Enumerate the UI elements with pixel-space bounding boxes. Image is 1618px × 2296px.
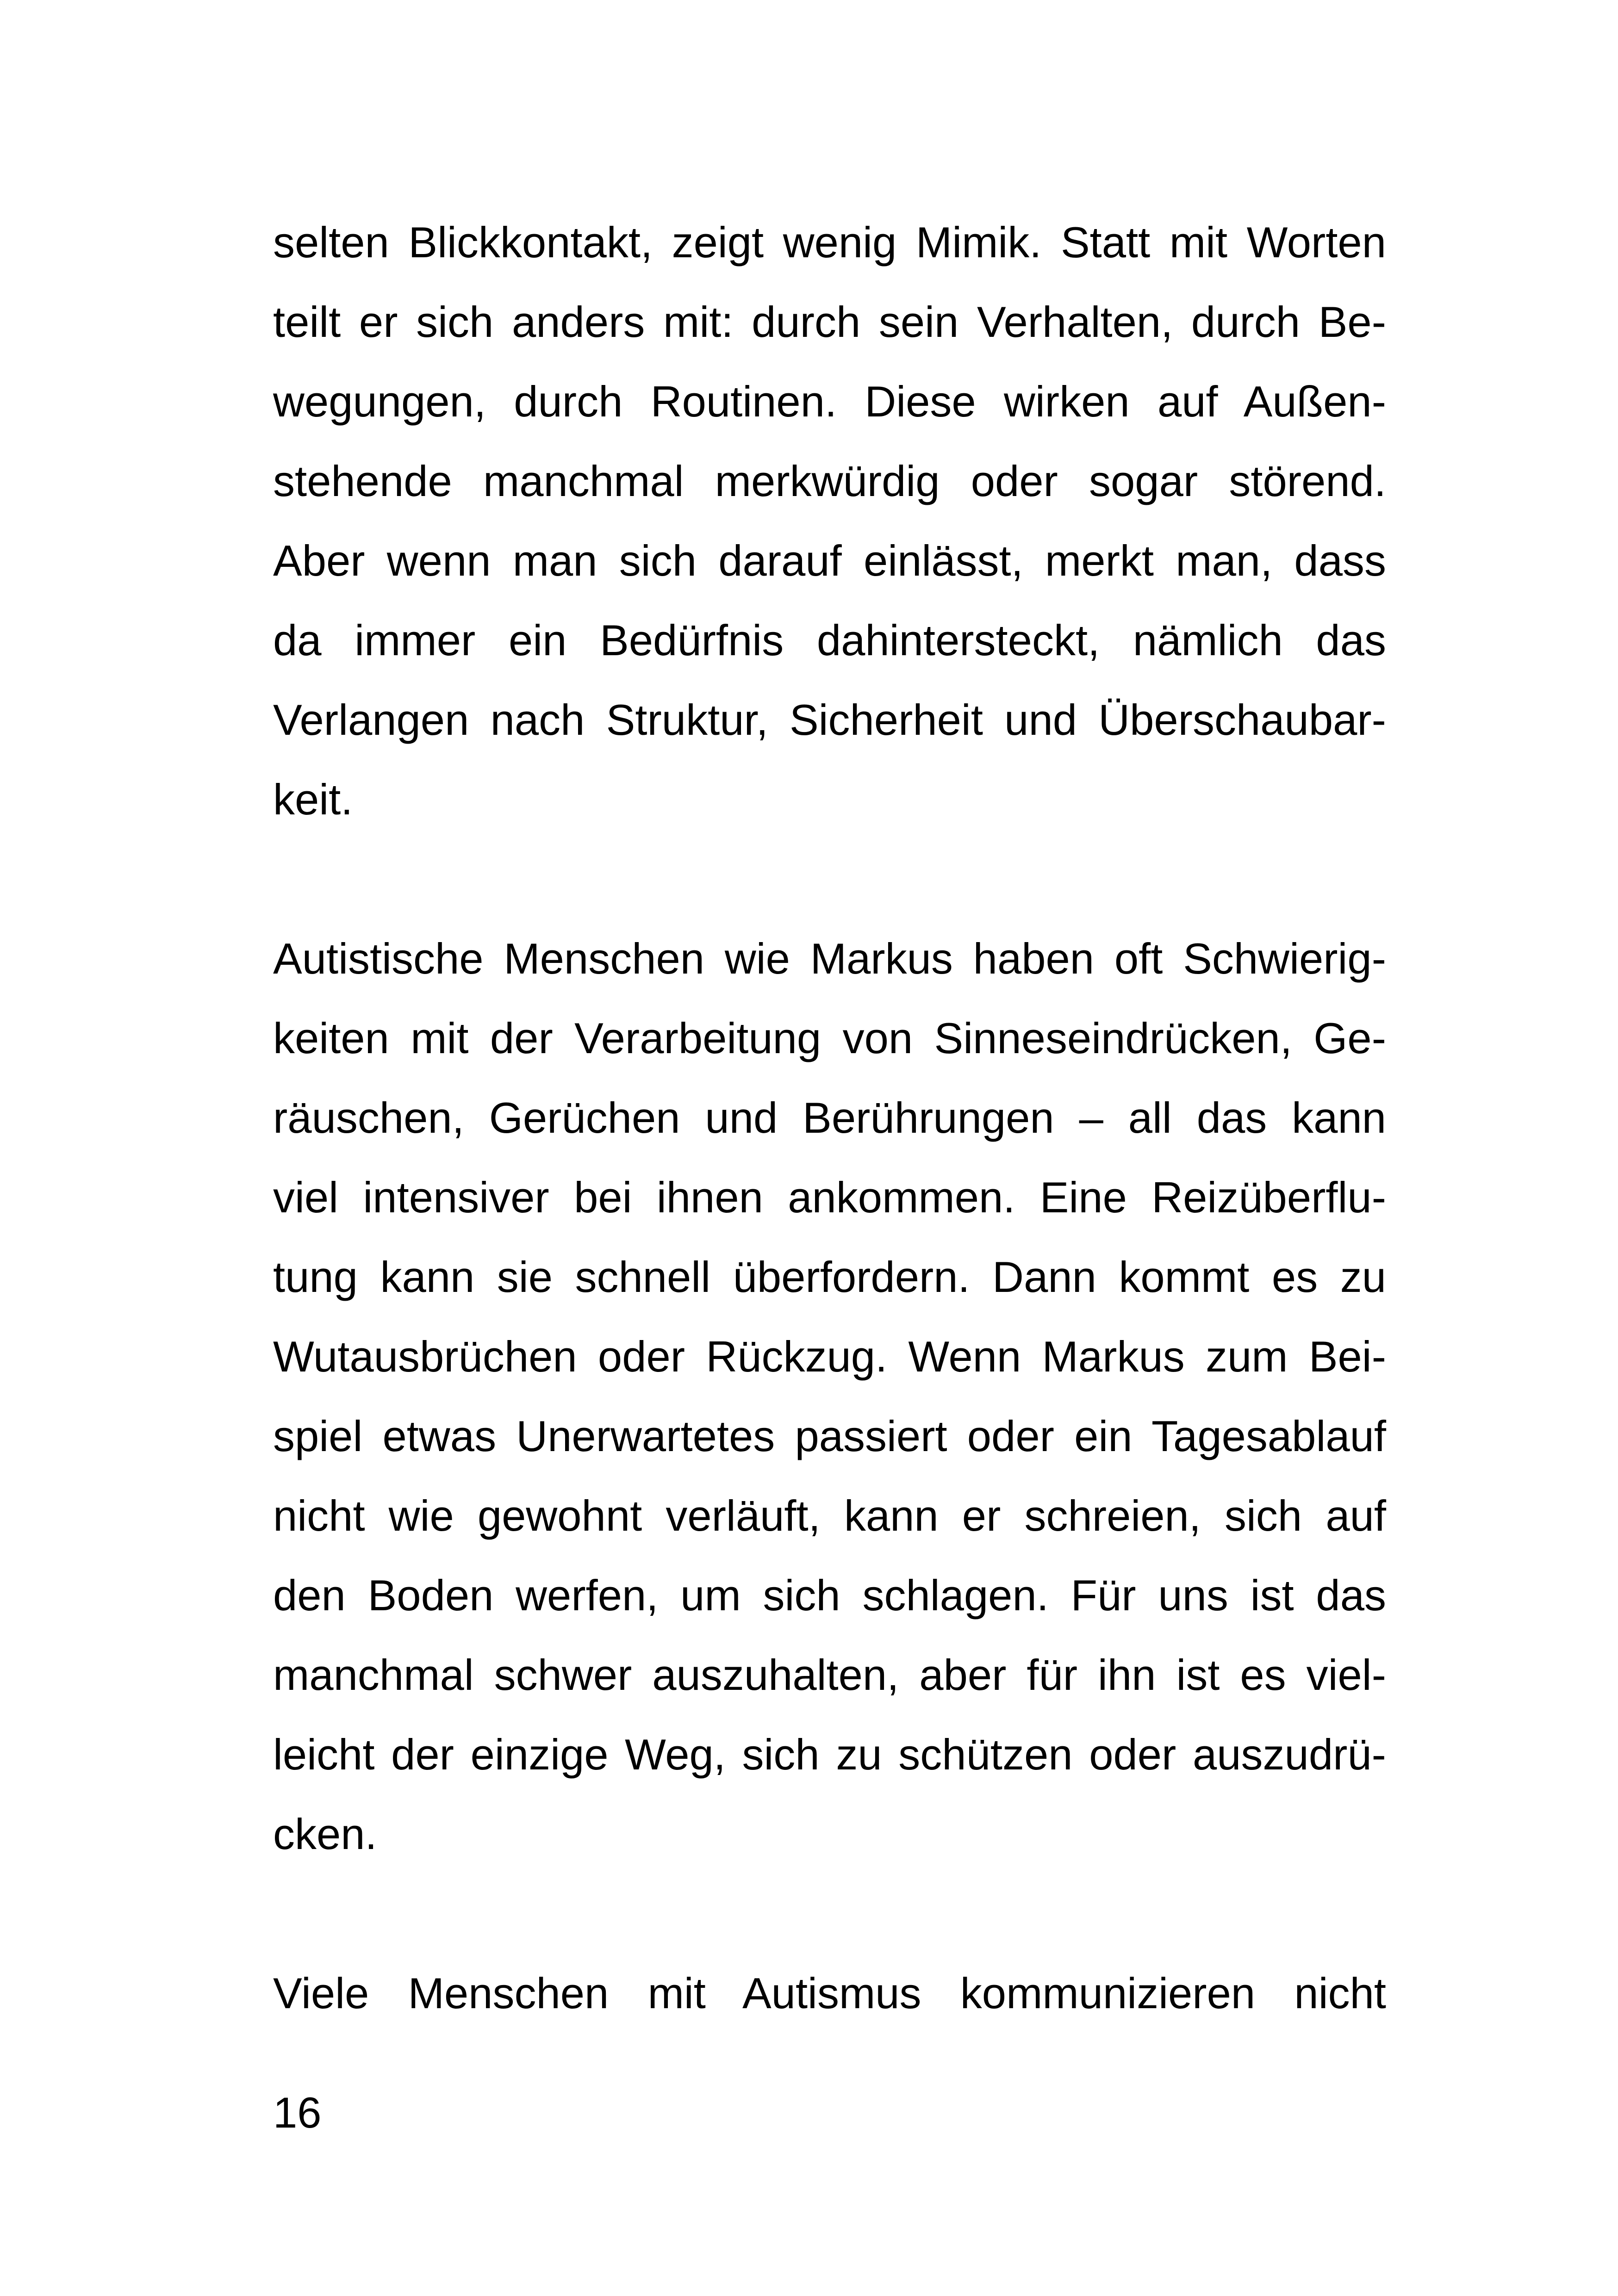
text-line: Wutausbrüchen oder Rückzug. Wenn Markus zum Bei- [273,1332,1386,1381]
text-line: da immer ein Bedürfnis dahintersteckt, nämlich das [273,616,1386,664]
text-line: teilt er sich anders mit: durch sein Verhalten, durch Be- [273,298,1386,346]
text-line: keit. [273,775,353,824]
paragraph-2 [273,919,1386,1874]
paragraph-spacer [273,1874,1386,1954]
text-line: keiten mit der Verarbeitung von Sinneseindrücken, Ge- [273,1014,1386,1062]
text-line: Verlangen nach Struktur, Sicherheit und Überschaubar- [273,695,1386,744]
page-number: 16 [273,2088,322,2137]
text-line: Aber wenn man sich darauf einlässt, merkt man, dass [273,536,1386,585]
paragraph-1 [273,203,1386,839]
text-line: selten Blickkontakt, zeigt wenig Mimik. Statt mit Worten [273,218,1386,267]
paragraph-3 [273,1954,1386,2033]
text-line: viel intensiver bei ihnen ankommen. Eine Reizüberflu- [273,1173,1386,1222]
text-line: leicht der einzige Weg, sich zu schützen oder auszudrü- [273,1730,1386,1779]
text-line: cken. [273,1810,377,1858]
text-line: wegungen, durch Routinen. Diese wirken auf Außen- [273,377,1386,426]
text-line: manchmal schwer auszuhalten, aber für ihn ist es viel- [273,1651,1386,1699]
text-line: Autistische Menschen wie Markus haben oft Schwierig- [273,934,1386,983]
text-line: tung kann sie schnell überfordern. Dann kommt es zu [273,1253,1386,1301]
text-line: nicht wie gewohnt verläuft, kann er schreien, sich auf [273,1491,1386,1540]
text-line: räuschen, Gerüchen und Berührungen – all das kann [273,1093,1386,1142]
text-line: Viele Menschen mit Autismus kommunizieren nicht [273,1969,1386,2017]
text-line: stehende manchmal merkwürdig oder sogar störend. [273,457,1386,505]
text-line: den Boden werfen, um sich schlagen. Für uns ist das [273,1571,1386,1620]
body-text [273,203,1386,2033]
text-line: spiel etwas Unerwartetes passiert oder ein Tagesablauf [273,1412,1386,1460]
paragraph-spacer [273,839,1386,919]
